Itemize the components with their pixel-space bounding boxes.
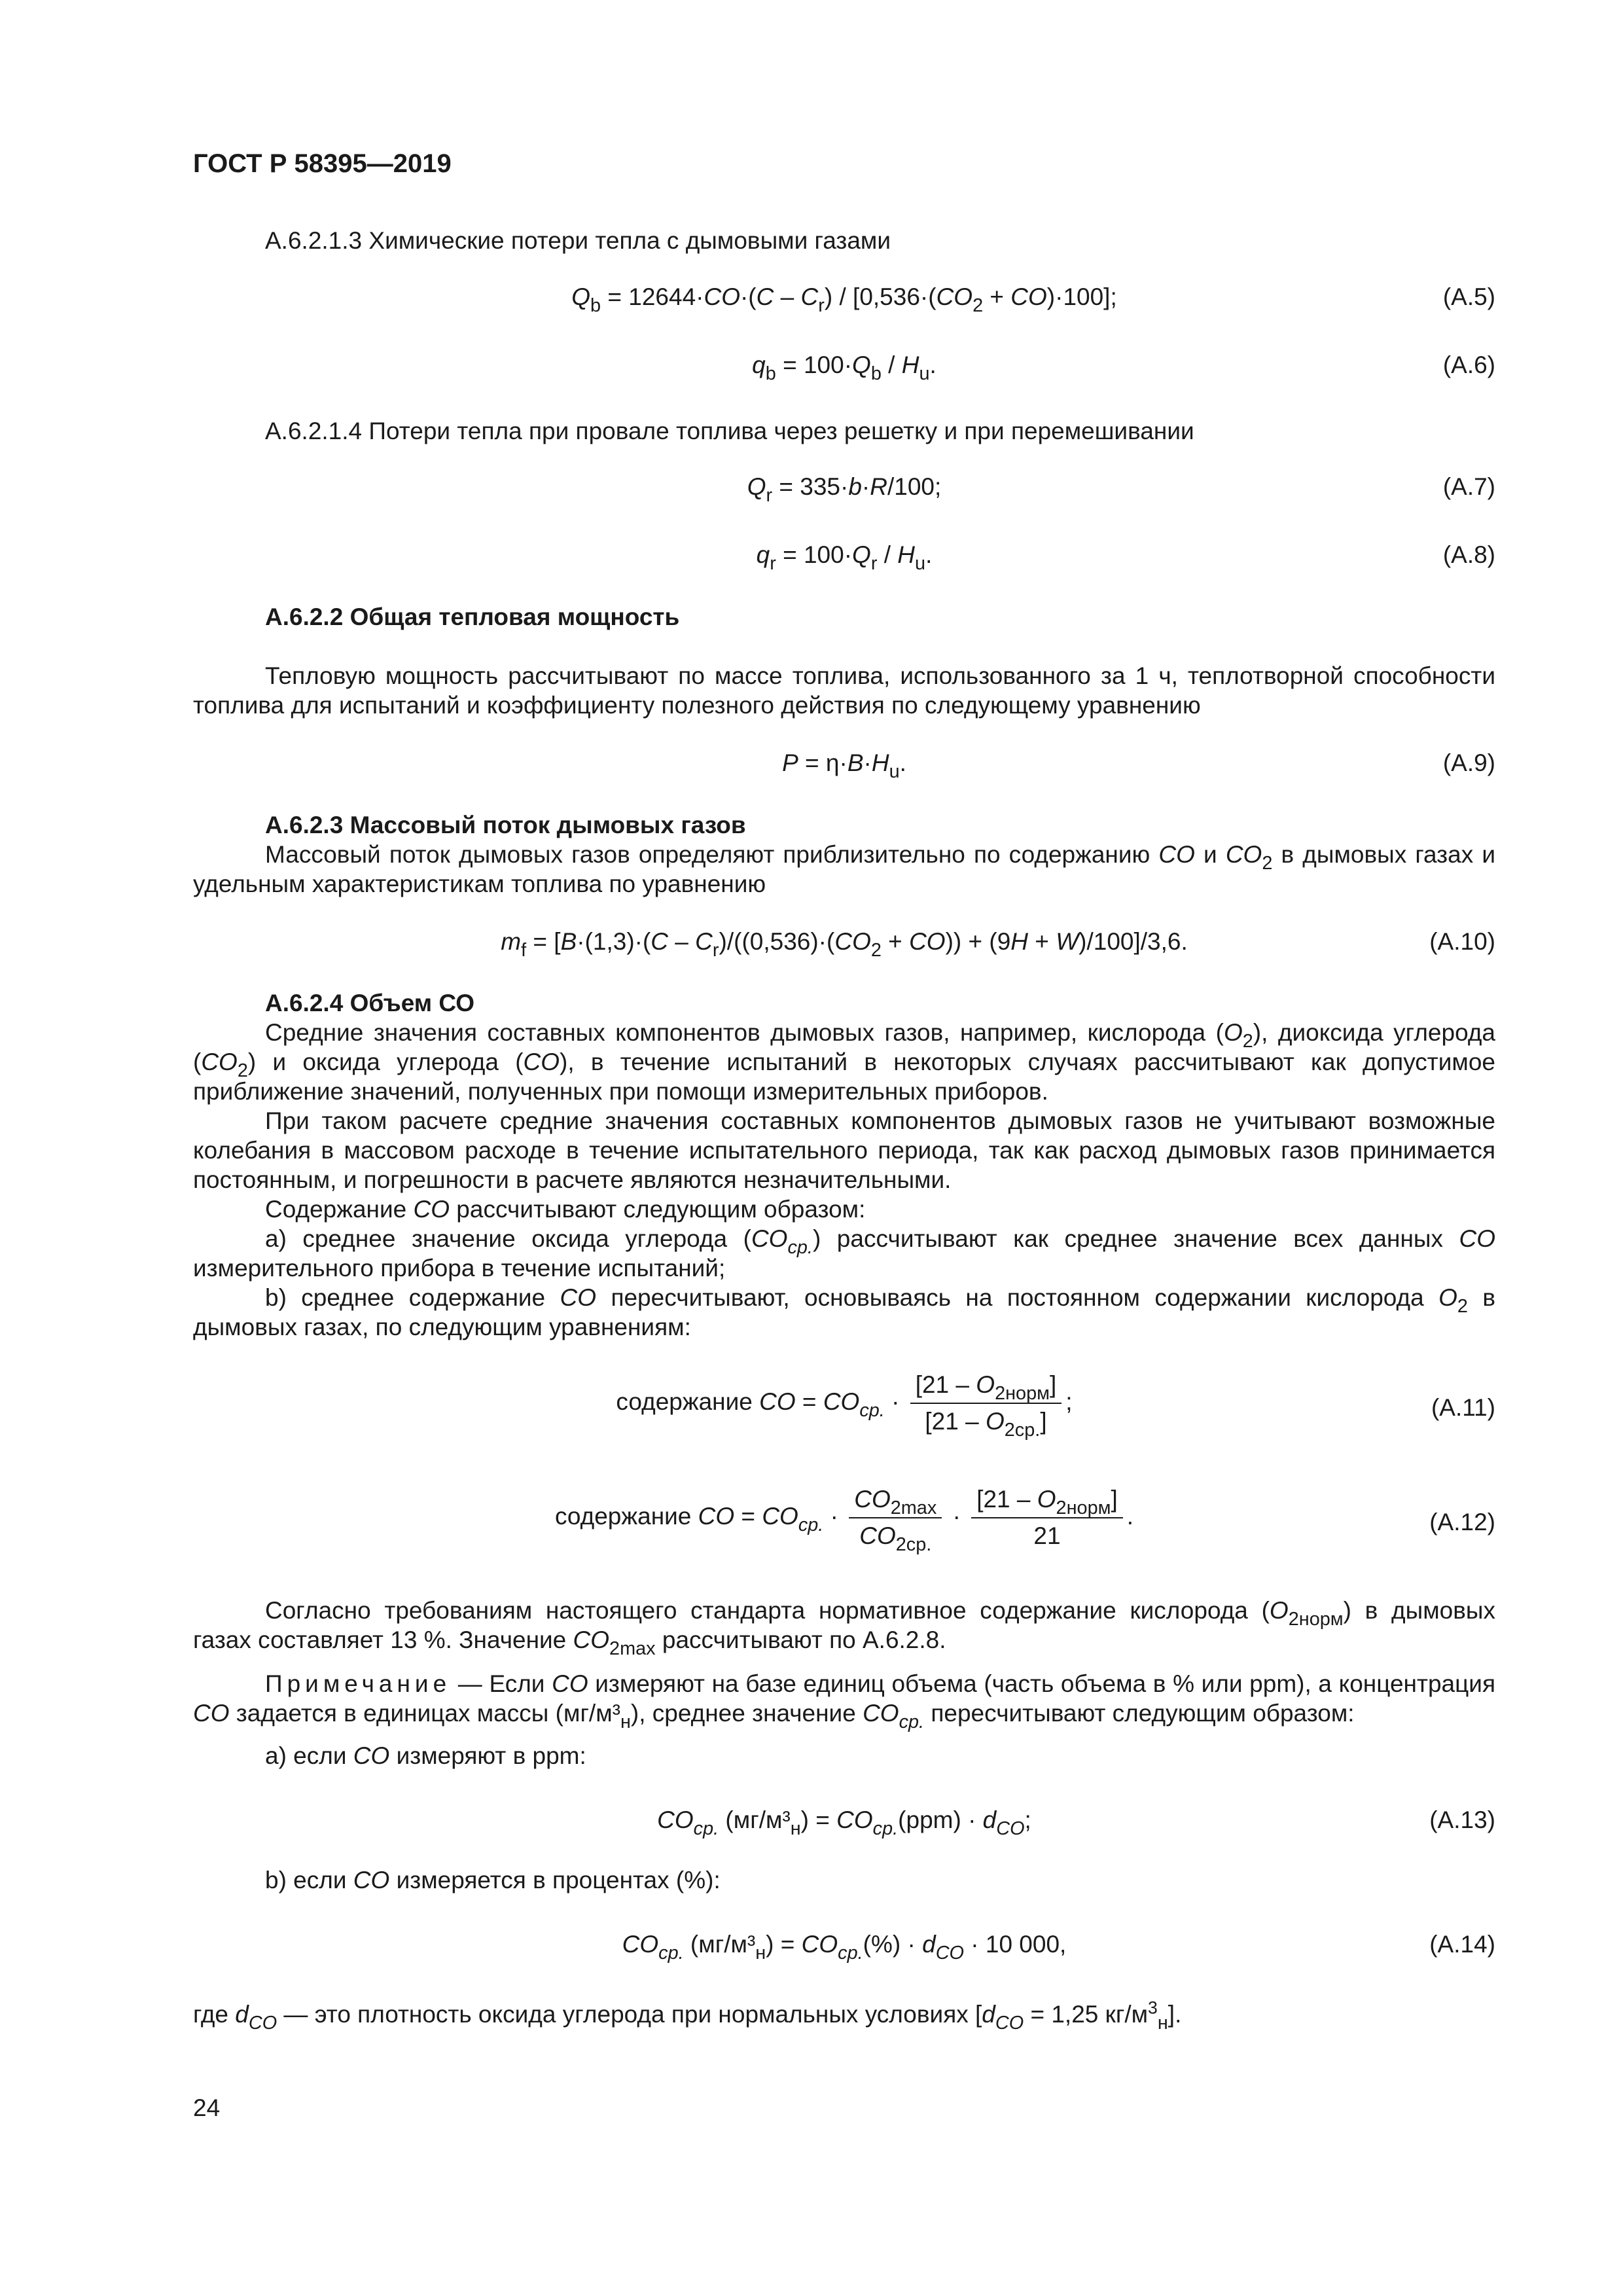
equation-a6: $q_b = 100\cdot Q_b / H_u$. (A.6) bbox=[752, 351, 1495, 385]
section-a624-item-b: b) среднее содержание CO пересчитывают, основываясь на постоянном содержании кислорода $O_2$ в дымовых газах, по следующим уравнениям: bbox=[193, 1284, 1496, 1340]
equation-a8: $q_r = 100\cdot Q_r / H_u$. (A.8) bbox=[756, 541, 1495, 575]
paragraph-normative-oxygen: Согласно требованиям настоящего стандарта нормативное содержание кислорода $(O_{2норм})$ в дымовых газах составляет 13 %. Значение $CO_{2max}$ рассчитывают по А.6.2.8. bbox=[193, 1597, 1495, 1660]
equation-a7: $Q_r = 335\cdot b\cdot R/100$; (A.7) bbox=[747, 473, 1495, 507]
section-a624-item-a: a) среднее значение оксида углерода $(CO_{ср.})$ рассчитывают как среднее значение всех данных CO измерительного прибора в течение испытаний; bbox=[193, 1225, 1495, 1282]
section-a622-title: А.6.2.2 Общая тепловая мощность bbox=[265, 603, 680, 630]
note: Примечание — Если CO измеряют на базе единиц объема (часть объема в % или ppm), а концентрация CO задается в единицах массы $(мг/м^3_н)$, среднее значение $CO_{ср.}$ пересчитывают следующим образом: bbox=[193, 1670, 1495, 1733]
note-label: Примечание bbox=[265, 1670, 452, 1697]
equation-a5-body: $Q_b = 12644\cdot CO\cdot(C - C_r) / [0,536\cdot(CO_2 + CO)\cdot 100]$; bbox=[571, 283, 1117, 317]
note-case-b: b) если CO измеряется в процентах (%): bbox=[265, 1867, 721, 1893]
fraction: $\frac{CO_{2max}}{CO_{2ср.}}$ bbox=[849, 1486, 942, 1550]
equation-number: (A.14) bbox=[1429, 1931, 1495, 1958]
equation-a9: $P = \eta\cdot B\cdot H_u$. (A.9) bbox=[782, 749, 1495, 783]
equation-number: (A.5) bbox=[1442, 283, 1495, 310]
where-clause: где $d_{CO}$ — это плотность оксида углерода при нормальных условиях [$d_{CO} = 1,25$ $кг/м^3_н$]. bbox=[193, 1998, 1182, 2034]
equation-number: (A.8) bbox=[1442, 541, 1495, 568]
page-number: 24 bbox=[193, 2094, 221, 2121]
equation-a11: содержание CO = $CO_{ср.}$ · $\frac{[21 - O_{2норм}]}{[21 - O_{2ср.}]}$ ; (A.11) bbox=[616, 1371, 1495, 1441]
equation-number: (A.7) bbox=[1442, 473, 1495, 500]
equation-number: (A.6) bbox=[1442, 351, 1495, 378]
section-a624-para2: При таком расчете средние значения составных компонентов дымовых газов не учитывают возможные колебания в массовом расходе в течение испытательного периода, так как расход дымовых газов принимается постоянным, и погрешности в расчете являются незначительными. bbox=[193, 1107, 1495, 1193]
section-a6214-title: А.6.2.1.4 Потери тепла при провале топлива через решетку и при перемешивании bbox=[265, 418, 1194, 444]
fraction: $\frac{[21 - O_{2норм}]}{[21 - O_{2ср.}]}$ bbox=[910, 1371, 1062, 1435]
equation-a12: содержание CO = $CO_{ср.}$ · $\frac{CO_{2max}}{CO_{2ср.}}$ · $\frac{[21 - O_{2норм}]}{21}$ . (A.12) bbox=[554, 1486, 1495, 1556]
section-a624-para1: Средние значения составных компонентов дымовых газов, например, кислорода $(O_2)$, диоксида углерода $(CO_2)$ и оксида углерода (CO), в течение испытаний в некоторых случаях рассчитывают как допустимое приближение значений, полученных при помощи измерительных приборов. bbox=[193, 1019, 1495, 1105]
section-a624-para3: Содержание CO рассчитывают следующим образом: bbox=[265, 1196, 866, 1223]
section-a623-text: Массовый поток дымовых газов определяют приблизительно по содержанию CO и $CO_2$ в дымовых газах и удельным характеристикам топлива по уравнению bbox=[193, 841, 1495, 897]
equation-number: (A.12) bbox=[1429, 1509, 1495, 1535]
equation-number: (A.11) bbox=[1431, 1394, 1495, 1421]
equation-a13: $CO_{ср.}$ $(мг/м^3_н) = CO_{ср.}(ppm) \cdot d_{CO}$; (A.13) bbox=[657, 1806, 1495, 1840]
section-a622-text: Тепловую мощность рассчитывают по массе топлива, использованного за 1 ч, теплотворной способности топлива для испытаний и коэффициенту полезного действия по следующему уравнению bbox=[193, 662, 1495, 719]
equation-number: (A.10) bbox=[1429, 928, 1495, 955]
equation-number: (A.9) bbox=[1442, 749, 1495, 776]
note-case-a: a) если CO измеряют в ppm: bbox=[265, 1742, 586, 1769]
section-a624-title: А.6.2.4 Объем СО bbox=[265, 990, 475, 1016]
document-code: ГОСТ Р 58395—2019 bbox=[193, 149, 452, 178]
equation-a5 bbox=[193, 283, 1495, 316]
fraction: $\frac{[21 - O_{2норм}]}{21}$ bbox=[971, 1486, 1123, 1550]
section-a6213-title: А.6.2.1.3 Химические потери тепла с дымовыми газами bbox=[265, 227, 891, 254]
section-a623-title: А.6.2.3 Массовый поток дымовых газов bbox=[265, 812, 746, 838]
equation-a10: $m_f = [B\cdot(1,3)\cdot(C - C_r)/((0,536)\cdot(CO_2 + CO)) + (9H + W)/100]/3,6$. (A.10) bbox=[501, 928, 1495, 961]
equation-number: (A.13) bbox=[1429, 1806, 1495, 1833]
equation-a14: $CO_{ср.}$ $(мг/м^3_н) = CO_{ср.}(\%) \cdot d_{CO} \cdot 10$ 000, (A.14) bbox=[622, 1931, 1495, 1964]
